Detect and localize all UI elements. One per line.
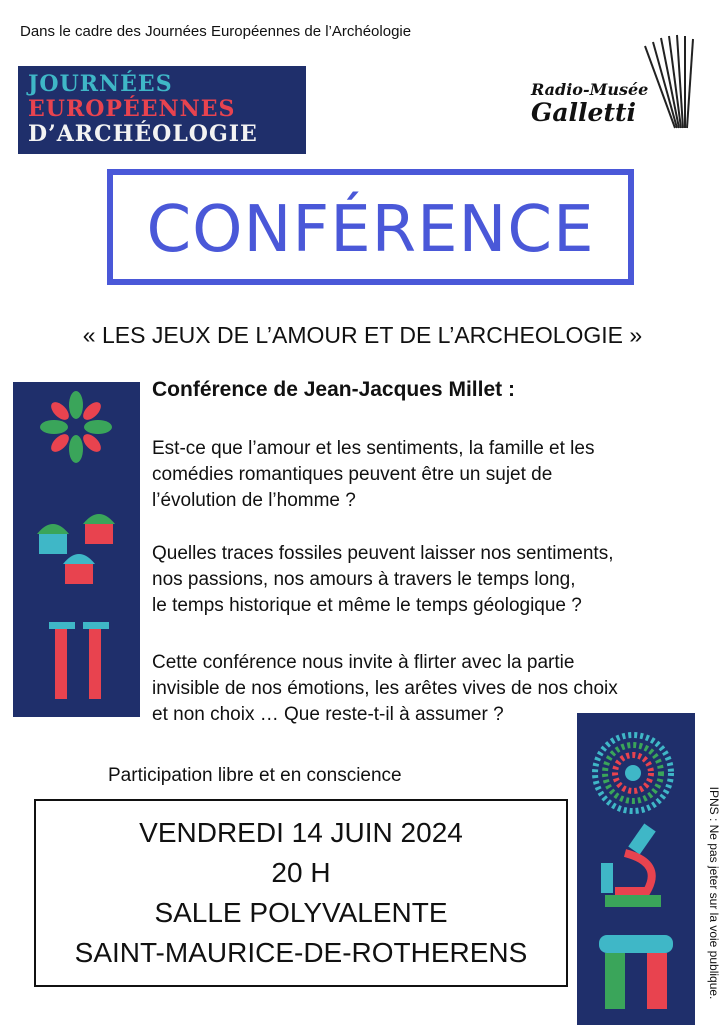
ipns-note-text: IPNS : Ne pas jeter sur la voie publique. <box>707 786 721 1000</box>
event-time: 20 H <box>271 857 331 888</box>
paragraph-line: invisible de nos émotions, les arêtes vives de nos choix <box>152 678 618 699</box>
huts-icon <box>37 514 115 584</box>
jea-logo-line-2: EUROPÉENNES <box>28 96 236 122</box>
event-venue: SALLE POLYVALENTE <box>154 897 448 928</box>
paragraph-line: Cette conférence nous invite à flirter avec la partie <box>152 652 575 673</box>
participation-note: Participation libre et en conscience <box>108 765 402 786</box>
columns-icon <box>49 622 109 699</box>
conference-banner <box>107 169 634 285</box>
dolmen-icon <box>599 935 673 1009</box>
header-context-line: Dans le cadre des Journées Européennes de l’Archéologie <box>20 23 412 40</box>
paragraph-2 <box>152 541 712 619</box>
paragraph-line: Est-ce que l’amour et les sentiments, la famille et les <box>152 438 595 459</box>
paragraph-1 <box>152 436 712 514</box>
microscope-icon <box>601 824 661 907</box>
paragraph-line: Quelles traces fossiles peuvent laisser nos sentiments, <box>152 543 614 564</box>
event-details-box <box>34 799 568 987</box>
talk-subtitle: « LES JEUX DE L’AMOUR ET DE L’ARCHEOLOGIE » <box>82 322 643 348</box>
event-location: SAINT-MAURICE-DE-ROTHERENS <box>74 937 528 968</box>
ipns-note <box>704 773 724 1013</box>
paragraph-line: le temps historique et même le temps géologique ? <box>152 595 582 616</box>
radio-museum-name: Galletti <box>531 98 637 127</box>
speaker-heading: Conférence de Jean-Jacques Millet : <box>152 378 515 401</box>
paragraph-line: et non choix … Que reste-t-il à assumer ? <box>152 704 504 725</box>
radio-museum-logo <box>525 30 705 140</box>
event-date: VENDREDI 14 JUIN 2024 <box>139 817 463 848</box>
radio-museum-label: Radio-Musée <box>531 80 649 99</box>
jea-logo-line-3: D’ARCHÉOLOGIE <box>28 121 258 147</box>
left-decorative-panel <box>13 382 140 717</box>
flower-icon <box>40 391 112 463</box>
jea-logo-line-1: JOURNÉES <box>28 71 173 97</box>
jea-logo <box>18 66 306 154</box>
paragraph-line: nos passions, nos amours à travers le temps long, <box>152 569 576 590</box>
paragraph-line: l’évolution de l’homme ? <box>152 490 356 511</box>
paragraph-line: comédies romantiques peuvent être un sujet de <box>152 464 553 485</box>
rosette-icon <box>595 735 671 811</box>
conference-title: CONFÉRENCE <box>146 193 595 267</box>
right-decorative-panel <box>577 713 695 1025</box>
